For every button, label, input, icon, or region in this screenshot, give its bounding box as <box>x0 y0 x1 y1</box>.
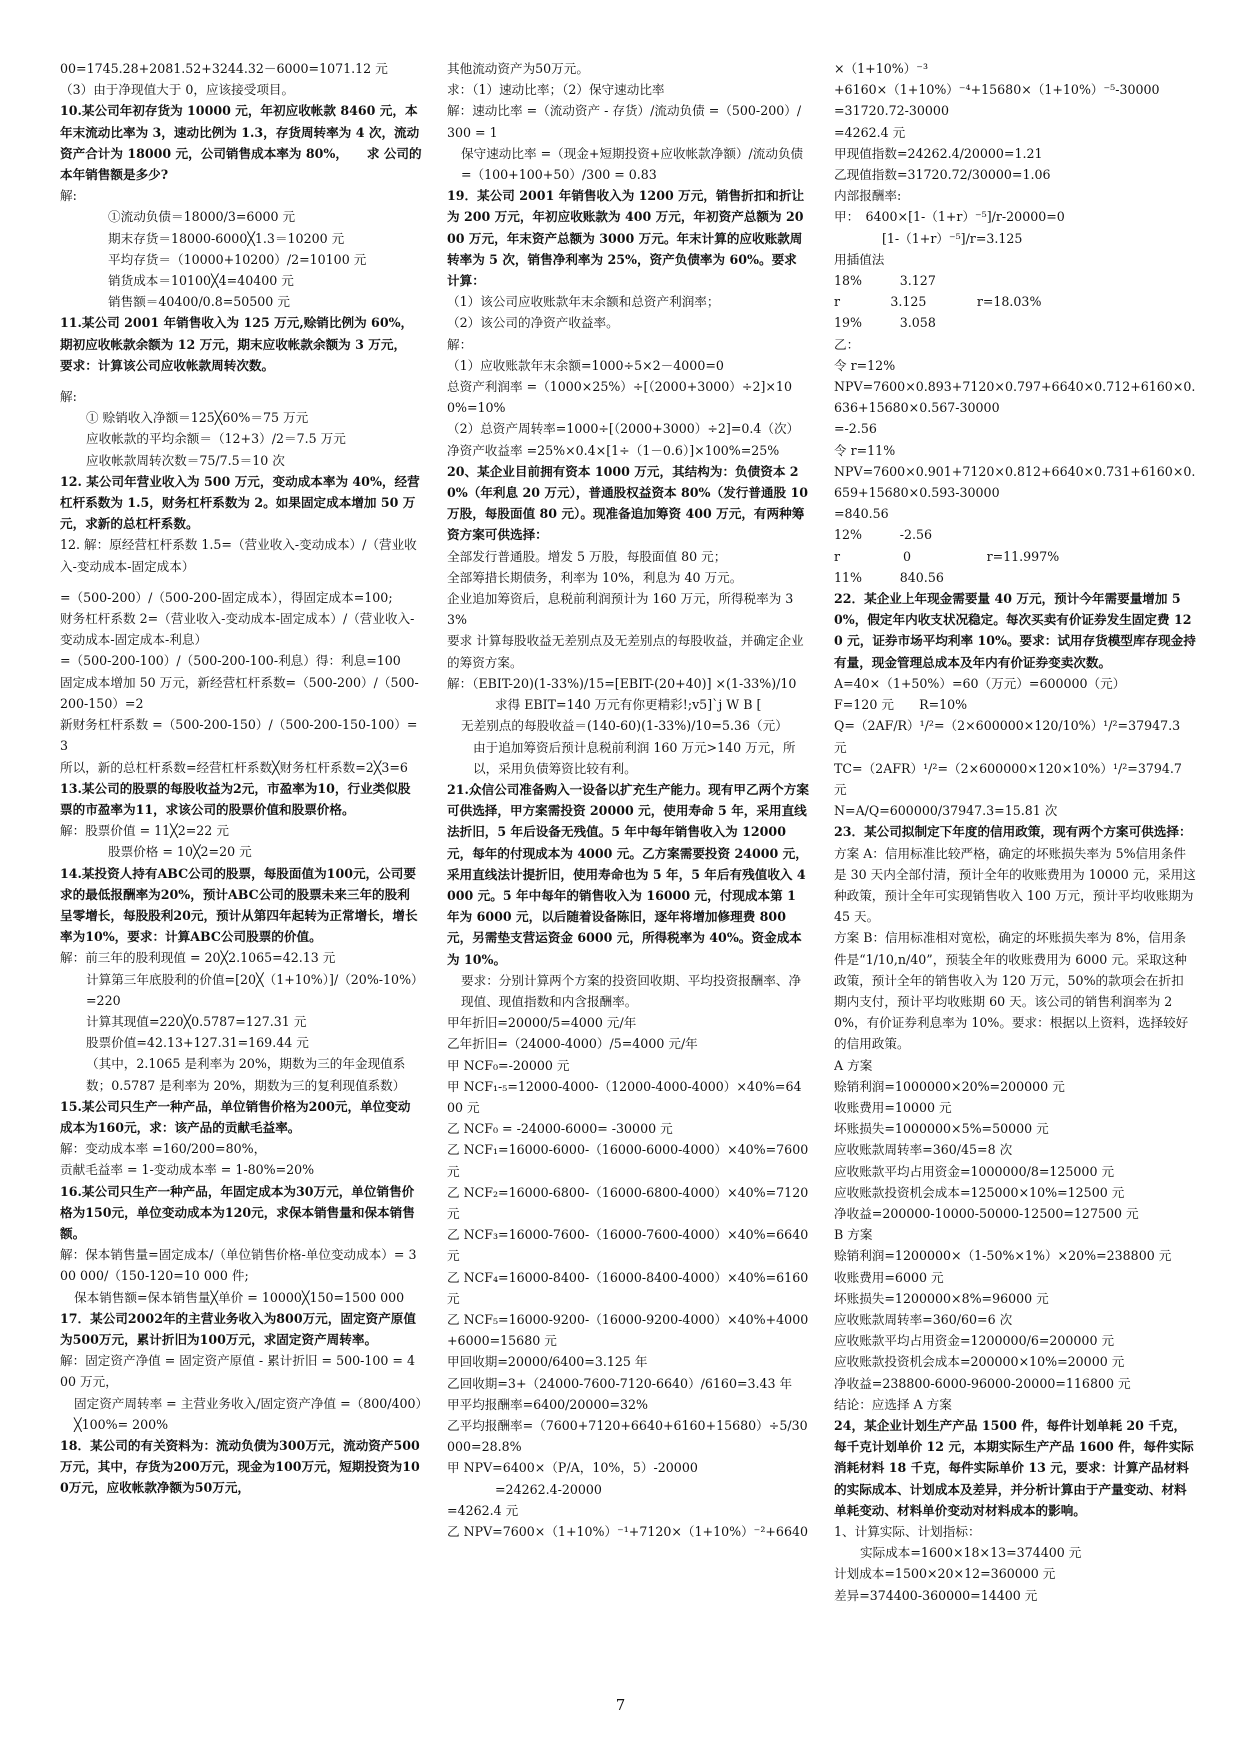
text-line: 企业追加筹资后，息税前利润预计为 160 万元，所得税率为 33% <box>447 591 794 628</box>
text-line: 解：变动成本率 =160/200=80%， <box>60 1141 267 1157</box>
text-line: 乙平均报酬率=（7600+7120+6640+6160+15680）÷5/30000=28.8% <box>447 1418 808 1455</box>
question-heading: 20、某企业目前拥有资本 1000 万元，其结构为：负债资本 20%（年利息 20 万元），普通股权益资本 80%（发行普通股 10 万股，每股面值 80 元）。现准备追加筹资 400 万元，有两种筹资方案可供选择： <box>447 463 808 543</box>
text-line: 坏账损失=1200000×8%=96000 元 <box>834 1290 1049 1306</box>
text-line: （1）应收账款年末余额=1000÷5×2－4000=0 <box>447 357 724 373</box>
text-line: 解： <box>447 336 473 352</box>
text-line: 其他流动资产为50万元。 <box>447 61 589 76</box>
text-line: 解：（EBIT-20)(1-33%)/15=[EBIT-(20+40)] ×(1-33%)/10 <box>447 675 797 691</box>
question-heading: 24，某企业计划生产产品 1500 件，每件计划单耗 20 千克，每千克计划单价 12 元，本期实际生产产品 1600 件，每件实际消耗材料 18 千克，每件实际单价 13 元，要求：计算产品材料的实际成本、计划成本及差异，并分析计算由于产量变动、材料单耗变动、材料单价变动对材料成本的影响。 <box>834 1418 1194 1518</box>
text-line: 甲： 6400×[1-（1+r）⁻⁵]/r-20000=0 <box>834 209 1065 225</box>
text-line: 解: <box>60 188 77 204</box>
text-line: 11% 840.56 <box>834 569 944 585</box>
text-line: 12% -2.56 <box>834 527 933 543</box>
question-heading: 12. 某公司年营业收入为 500 万元，变动成本率为 40%，经营杠杆系数为 1.5，财务杠杆系数为 2。如果固定成本增加 50 万元，求新的总杠杆系数。 <box>60 473 420 532</box>
text-line: 收账费用=10000 元 <box>834 1099 952 1115</box>
text-line: （2）该公司的净资产收益率。 <box>447 315 619 331</box>
question-heading: 14.某投资人持有ABC公司的股票，每股面值为100元，公司要求的最低报酬率为20%，预计ABC公司的股票未来三年的股利呈零增长，每股股利20元，预计从第四年起转为正常增长，增长率为10%，要求：计算ABC公司股票的价值。 <box>60 865 418 945</box>
text-line: 贡献毛益率 = 1-变动成本率 = 1-80%=20% <box>60 1162 315 1178</box>
document-page <box>60 58 1200 1698</box>
text-line: 收账费用=6000 元 <box>834 1269 944 1285</box>
text-line: 乙回收期=3+（24000-7600-7120-6640）/6160=3.43 年 <box>447 1375 793 1391</box>
text-line: 销货成本＝10100╳4=40400 元 <box>108 273 294 289</box>
text-line: 应收账款投资机会成本=200000×10%=20000 元 <box>834 1354 1125 1370</box>
text-line: 解：速动比率 =（流动资产 - 存货）/流动负债 =（500-200）/300 = 1 <box>447 103 802 140</box>
text-line: =（500-200）/（500-200-固定成本），得固定成本=100; <box>60 589 393 605</box>
text-line: 乙 NCF₂=16000-6800-（16000-6800-4000）×40%=7120 元 <box>447 1184 809 1221</box>
text-line: 应收账款平均占用资金=1000000/8=125000 元 <box>834 1163 1115 1179</box>
text-line: 坏账损失=1000000×5%=50000 元 <box>834 1121 1049 1137</box>
text-line: 求得 EBIT=140 万元有你更精彩!;v5]`j W B [ <box>495 697 762 713</box>
text-line: ①流动负债＝18000/3=6000 元 <box>108 209 296 225</box>
text-line: F=120 元 R=10% <box>834 697 968 713</box>
text-line: 计划成本=1500×20×12=360000 元 <box>834 1566 1056 1582</box>
text-line: 18% 3.127 <box>834 273 936 289</box>
text-line: NPV=7600×0.893+7120×0.797+6640×0.712+6160×0.636+15680×0.567-30000 <box>834 379 1196 416</box>
text-line: 计算第三年底股利的价值=[20╳（1+10%）]/（20%-10%）=220 <box>86 971 418 1008</box>
question-heading: 10.某公司年初存货为 10000 元，年初应收帐款 8460 元，本年末流动比率为 3，速动比例为 1.3，存货周转率为 4 次，流动资产合计为 18000 元，公司销售成本率为 80%， 求 公司的本年销售额是多少? <box>60 103 422 183</box>
text-line: =24262.4-20000 <box>495 1481 602 1497</box>
text-line: A 方案 <box>834 1057 873 1073</box>
text-line: 令 r=12% <box>834 357 896 373</box>
question-heading: 17．某公司2002年的主营业务收入为800万元，固定资产原值为500万元，累计折旧为100万元，求固定资产周转率。 <box>60 1310 416 1347</box>
text-line: 净收益=200000-10000-50000-12500=127500 元 <box>834 1205 1139 1221</box>
text-line: 解：保本销售量=固定成本/（单位销售价格-单位变动成本）= 300 000/（150-120=10 000 件; <box>60 1247 417 1284</box>
text-line: B 方案 <box>834 1227 873 1243</box>
question-heading: 16.某公司只生产一种产品，年固定成本为30万元，单位销售价格为150元，单位变动成本为120元，求保本销售量和保本销售额。 <box>60 1183 415 1241</box>
text-line: 方案 A：信用标准比较严格，确定的坏账损失率为 5%信用条件是 30 天内全部付清，预计全年的收账费用为 10000 元，采用这种政策，预计全年可实现销售收入 100 万元，预计平均收账期为 45 天。 <box>834 845 1196 925</box>
text-line: 乙年折旧=（24000-4000）/5=4000 元/年 <box>447 1036 698 1052</box>
question-heading: 22．某企业上年现金需要量 40 万元，预计今年需要量增加 50%，假定年内收支状况稳定。每次买卖有价证券发生固定费 120 元，证券市场平均利率 10%。要求：试用存货模型库存现金持有量，现金管理总成本及年内有价证券变卖次数。 <box>834 591 1196 670</box>
text-line: 甲年折旧=20000/5=4000 元/年 <box>447 1015 637 1031</box>
question-heading: 11.某公司 2001 年销售收入为 125 万元,赊销比例为 60%，期初应收帐款余额为 12 万元，期末应收帐款余额为 3 万元， 要求：计算该公司应收帐款周转次数。 <box>60 315 414 373</box>
question-heading: 18．某公司的有关资料为：流动负债为300万元，流动资产500万元，其中，存货为200万元，现金为100万元，短期投资为100万元，应收帐款净额为50万元， <box>60 1438 420 1496</box>
text-line: 赊销利润=1000000×20%=200000 元 <box>834 1078 1065 1094</box>
text-line: （3）由于净现值大于 0，应该接受项目。 <box>60 82 295 98</box>
text-line: 赊销利润=1200000×（1-50%×1%）×20%=238800 元 <box>834 1248 1172 1264</box>
text-line: =4262.4 元 <box>834 124 906 140</box>
text-line: =4262.4 元 <box>447 1502 519 1518</box>
text-line: 由于追加筹资后预计息税前利润 160 万元>140 万元，所以，采用负债筹资比较有利。 <box>473 739 796 776</box>
text-line: 要求：分别计算两个方案的投资回收期、平均投资报酬率、净现值、现值指数和内含报酬率。 <box>461 972 802 1009</box>
text-line: r 3.125 r=18.03% <box>834 294 1042 310</box>
text-line: =（500-200-100）/（500-200-100-利息）得：利息=100 <box>60 653 401 669</box>
text-line: 乙 NCF₀ = -24000-6000= -30000 元 <box>447 1121 673 1137</box>
text-line: 平均存货＝（10000+10200）/2=10100 元 <box>108 251 367 267</box>
text-line: 甲现值指数=24262.4/20000=1.21 <box>834 145 1043 161</box>
text-line: =840.56 <box>834 506 889 522</box>
text-line: （其中，2.1065 是利率为 20%，期数为三的年金现值系数；0.5787 是利率为 20%，期数为三的复利现值系数） <box>86 1056 406 1093</box>
question-heading: 21.众信公司准备购入一设备以扩充生产能力。现有甲乙两个方案可供选择，甲方案需投资 20000 元，使用寿命 5 年，采用直线法折旧，5 年后设备无残值。5 年中每年销售收入为 12000 元，每年的付现成本为 4000 元。乙方案需要投资 24000 元，采用直线法计提折旧，使用寿命也为 5 年，5 年后有残值收入 4000 元。5 年中每年的销售收入为 16000 元，付现成本第 1 年为 6000 元，以后随着设备陈旧，逐年将增加修理费 800 元，另需垫支营运资金 6000 元，所得税率为 40%。资金成本为 10%。 <box>447 781 809 967</box>
text-line: 解：股票价值 = 11╳2=22 元 <box>60 823 229 839</box>
text-line: 方案 B：信用标准相对宽松，确定的坏账损失率为 8%，信用条件是“1/10,n/40”，预装全年的收账费用为 6000 元。采取这种政策，预计全年的销售收入为 120 万元，50%的款项会在折扣期内支付，预计平均收账期 60 天。该公司的销售利润率为 20%，有价证券利息率为 10%。要求：根据以上资料，选择较好的信用政策。 <box>834 930 1189 1052</box>
text-line: ×（1+10%）⁻³ <box>834 61 928 76</box>
text-line: 净资产收益率 =25%×0.4×[1÷（1－0.6）]×100%=25% <box>447 442 780 458</box>
text-line: N=A/Q=600000/37947.3=15.81 次 <box>834 803 1058 819</box>
text-line: 甲 NCF₁-₅=12000-4000-（12000-4000-4000）×40%=6400 元 <box>447 1078 802 1115</box>
text-line: =-2.56 <box>834 421 877 437</box>
text-line: 销售额＝40400/0.8=50500 元 <box>108 294 290 310</box>
text-line: ① 赊销收入净额＝125╳60%＝75 万元 <box>86 410 309 426</box>
text-line: 实际成本=1600×18×13=374400 元 <box>860 1545 1082 1561</box>
text-line: 股票价格 = 10╳2=20 元 <box>108 844 252 860</box>
text-line: =31720.72-30000 <box>834 103 949 119</box>
text-line: 总资产利润率 =（1000×25%）÷[（2000+3000）÷2]×100%=10% <box>447 379 792 416</box>
text-line: 乙现值指数=31720.72/30000=1.06 <box>834 167 1051 183</box>
text-column-right <box>834 58 1196 1698</box>
text-line: 净收益=238800-6000-96000-20000=116800 元 <box>834 1375 1131 1391</box>
text-line: 固定成本增加 50 万元，新经营杠杆系数=（500-200）/（500-200-150）=2 <box>60 674 419 711</box>
text-line: 股票价值=42.13+127.31=169.44 元 <box>86 1035 309 1051</box>
question-heading: 19．某公司 2001 年销售收入为 1200 万元，销售折扣和折让为 200 万元，年初应收账款为 400 万元，年初资产总额为 2000 万元，年末资产总额为 3000 万元。年末计算的应收账款周转率为 5 次，销售净利率为 25%，资产负债率为 60%。要求计算： <box>447 188 805 289</box>
text-line: 甲回收期=20000/6400=3.125 年 <box>447 1354 648 1370</box>
text-line: 内部报酬率: <box>834 188 902 204</box>
text-line: 要求 计算每股收益无差别点及无差别点的每股收益，并确定企业的筹资方案。 <box>447 633 804 670</box>
text-line: TC=（2AFR）¹/²=（2×600000×120×10%）¹/²=3794.7 元 <box>834 760 1182 797</box>
text-line: 乙 NCF₁=16000-6000-（16000-6000-4000）×40%=7600 元 <box>447 1142 809 1179</box>
question-heading: 15.某公司只生产一种产品，单位销售价格为200元，单位变动成本为160元，求：该产品的贡献毛益率。 <box>60 1098 411 1135</box>
text-line: 财务杠杆系数 2=（营业收入-变动成本-固定成本）/（营业收入-变动成本-固定成本-利息） <box>60 611 415 648</box>
text-line: 用插值法 <box>834 251 885 267</box>
text-line: 令 r=11% <box>834 442 896 458</box>
page-number: 7 <box>615 1696 626 1714</box>
text-line: 甲 NPV=6400×（P/A，10%，5）-20000 <box>447 1460 698 1476</box>
text-line: Q=（2AF/R）¹/²=（2×600000×120/10%）¹/²=37947.3 元 <box>834 718 1181 755</box>
text-line: 所以，新的总杠杆系数=经营杠杆系数╳财务杠杆系数=2╳3=6 <box>60 759 408 775</box>
text-line: 00=1745.28+2081.52+3244.32－6000=1071.12 元 <box>60 61 388 76</box>
text-line: 19% 3.058 <box>834 315 936 331</box>
text-line: 全部筹措长期债务，利率为 10%，利息为 40 万元。 <box>447 569 743 585</box>
text-line: 乙 NCF₃=16000-7600-（16000-7600-4000）×40%=6640 元 <box>447 1227 809 1264</box>
text-line: 无差别点的每股收益＝(140-60)(1-33%)/10=5.36（元） <box>461 718 788 734</box>
text-column-left <box>60 58 422 1698</box>
text-line: 甲平均报酬率=6400/20000=32% <box>447 1396 649 1412</box>
text-line: 12. 解：原经营杠杆系数 1.5=（营业收入-变动成本）/（营业收入-变动成本-固定成本） <box>60 537 417 574</box>
text-line: +6160×（1+10%）⁻⁴+15680×（1+10%）⁻⁵-30000 <box>834 82 1160 98</box>
text-line: 应收帐款的平均余额＝（12+3）/2＝7.5 万元 <box>86 431 346 447</box>
text-line: 结论：应选择 A 方案 <box>834 1396 952 1412</box>
text-line: r 0 r=11.997% <box>834 548 1060 564</box>
text-column-middle <box>447 58 809 1698</box>
text-line: 全部发行普通股。增发 5 万股，每股面值 80 元； <box>447 548 727 564</box>
text-line: 应收账款投资机会成本=125000×10%=12500 元 <box>834 1184 1125 1200</box>
text-line: （2）总资产周转率=1000÷[（2000+3000）÷2]=0.4（次） <box>447 421 800 437</box>
text-line: 解: <box>60 389 77 405</box>
text-line: 固定资产周转率 = 主营业务收入/固定资产净值 =（800/400）╳100%= 200% <box>74 1395 422 1432</box>
text-line: 乙 NPV=7600×（1+10%）⁻¹+7120×（1+10%）⁻²+6640 <box>447 1524 808 1540</box>
text-line: 乙 NCF₅=16000-9200-（16000-9200-4000）×40%+4000+6000=15680 元 <box>447 1311 809 1349</box>
text-line: [1-（1+r）⁻⁵]/r=3.125 <box>882 230 1023 246</box>
text-line: 期末存货＝18000-6000╳1.3＝10200 元 <box>108 230 345 246</box>
question-heading: 23．某公司拟制定下年度的信用政策，现有两个方案可供选择： <box>834 824 1192 840</box>
text-line: 解：固定资产净值 = 固定资产原值 - 累计折旧 = 500-100 = 400 万元， <box>60 1353 415 1390</box>
text-line: 差异=374400-360000=14400 元 <box>834 1587 1038 1603</box>
text-line: 计算其现值=220╳0.5787=127.31 元 <box>86 1013 307 1029</box>
text-line: 解：前三年的股利现值 = 20╳2.1065=42.13 元 <box>60 950 336 966</box>
text-line: 求：（1）速动比率；（2）保守速动比率 <box>447 82 665 98</box>
question-heading: 13.某公司的股票的每股收益为2元，市盈率为10，行业类似股票的市盈率为11，求该公司的股票价值和股票价格。 <box>60 780 411 817</box>
text-line: 乙 NCF₄=16000-8400-（16000-8400-4000）×40%=6160 元 <box>447 1269 809 1306</box>
text-line: 甲 NCF₀=-20000 元 <box>447 1057 570 1073</box>
text-line: 保本销售额=保本销售量╳单价 = 10000╳150=1500 000 <box>74 1289 405 1305</box>
text-line: 应收帐款周转次数＝75/7.5＝10 次 <box>86 452 285 468</box>
text-line: A=40×（1+50%）=60（万元）=600000（元） <box>834 675 1126 691</box>
text-line: 1、计算实际、计划指标： <box>834 1524 981 1540</box>
text-line: 应收账款周转率=360/45=8 次 <box>834 1142 1013 1158</box>
text-line: 保守速动比率 =（现金+短期投资+应收帐款净额）/流动负债 =（100+100+50）/300 = 0.83 <box>461 145 804 183</box>
text-line: 应收账款平均占用资金=1200000/6=200000 元 <box>834 1333 1115 1349</box>
text-line: 应收账款周转率=360/60=6 次 <box>834 1311 1013 1327</box>
text-line: 乙： <box>834 336 860 352</box>
text-line: （1）该公司应收账款年末余额和总资产利润率； <box>447 294 720 310</box>
text-line: NPV=7600×0.901+7120×0.812+6640×0.731+6160×0.659+15680×0.593-30000 <box>834 463 1196 501</box>
text-line: 新财务杠杆系数 =（500-200-150）/（500-200-150-100）=3 <box>60 717 418 754</box>
